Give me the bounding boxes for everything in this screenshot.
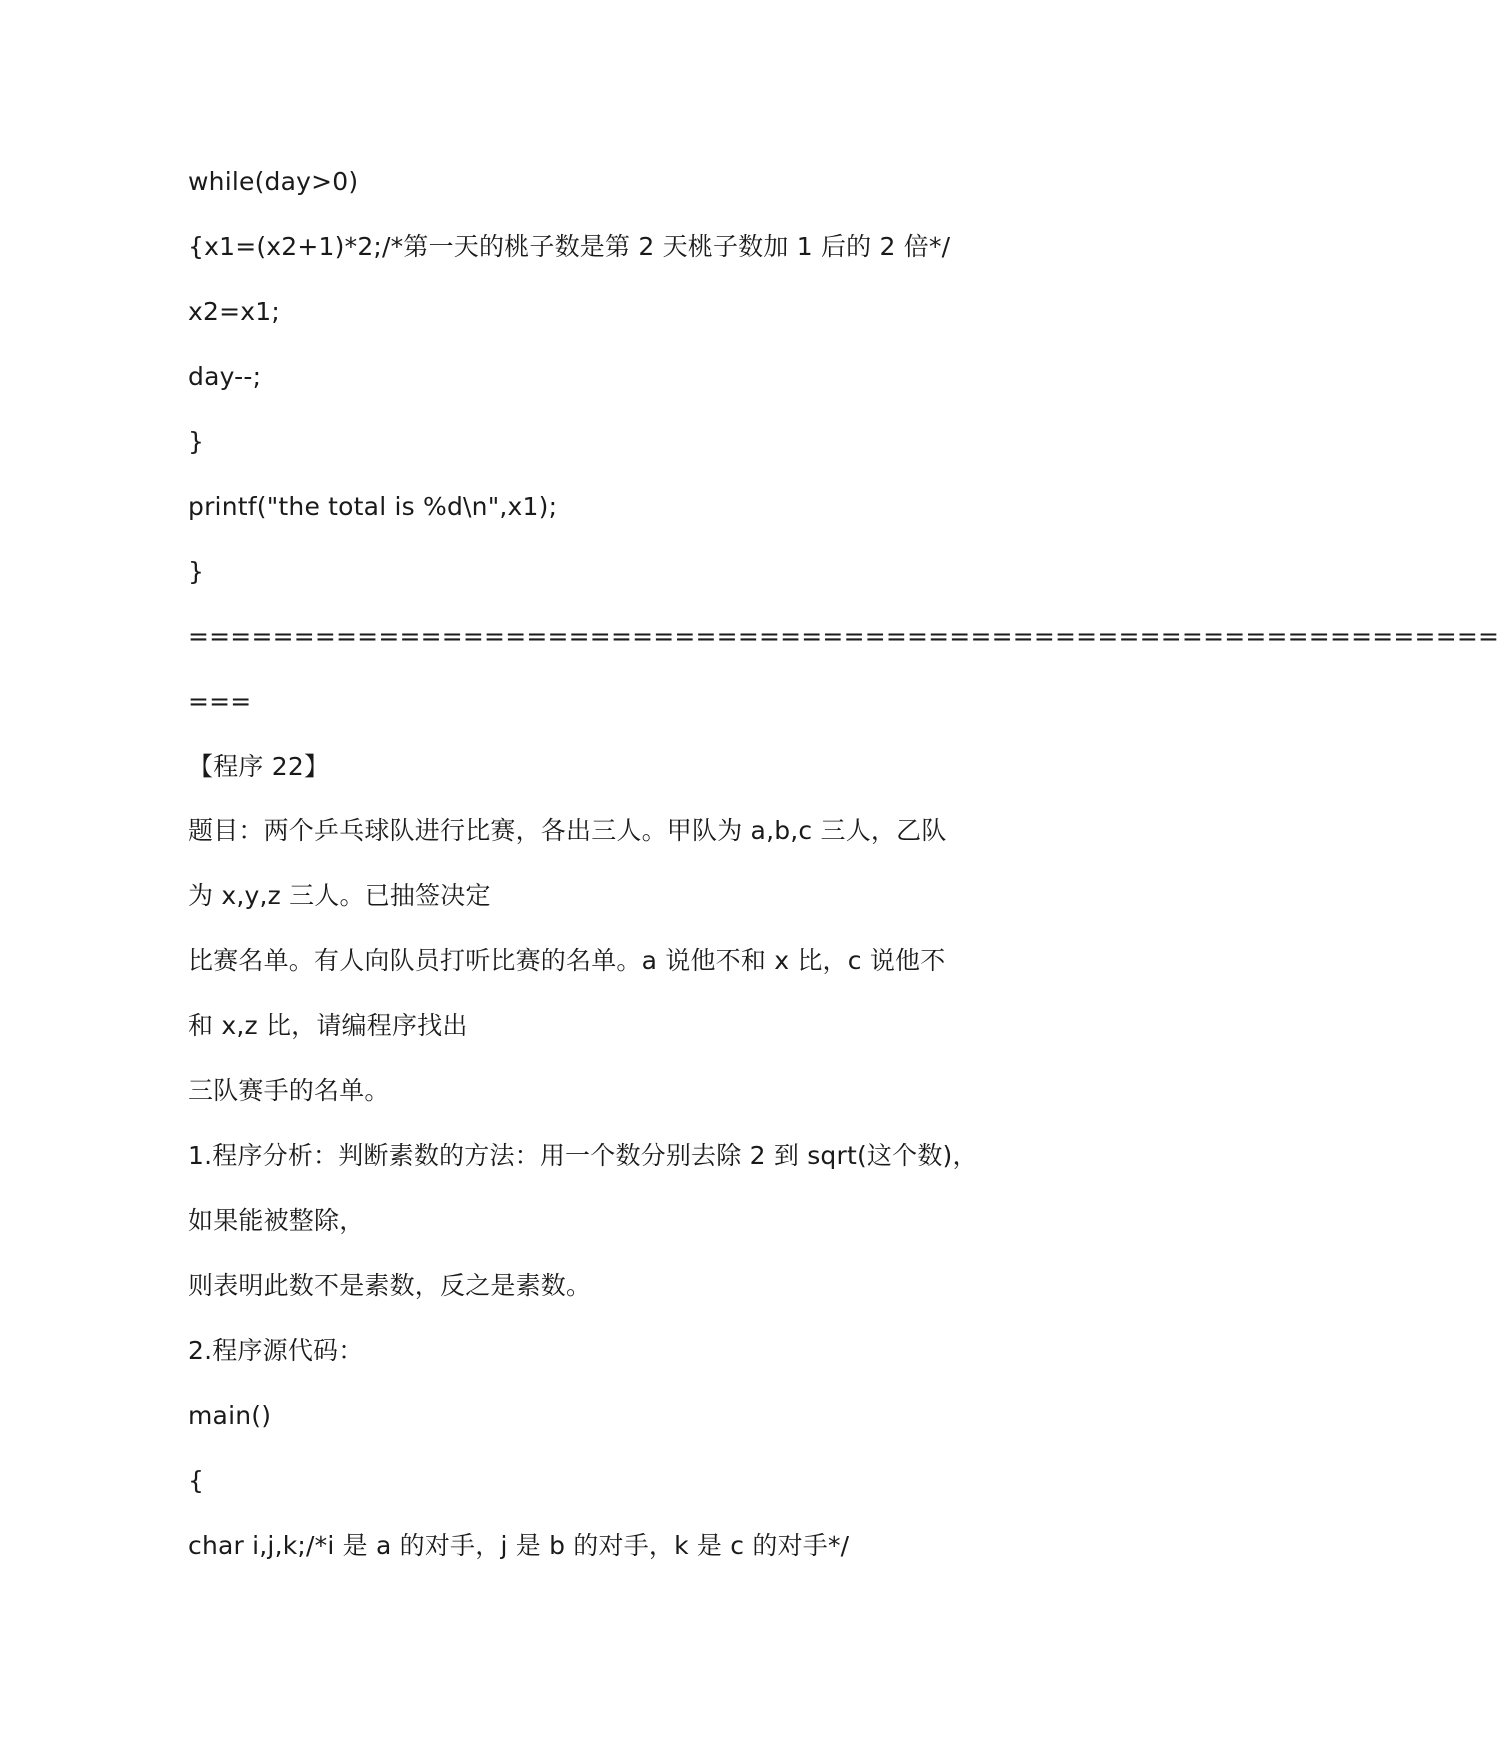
analysis-line-2: 如果能被整除， (188, 1206, 365, 1235)
problem-text-line-3: 比赛名单。有人向队员打听比赛的名单。a 说他不和 x 比，c 说他不 (188, 946, 946, 975)
analysis-line-1: 1.程序分析：判断素数的方法：用一个数分别去除 2 到 sqrt(这个数)， (188, 1141, 978, 1170)
code-line-main: main() (188, 1401, 272, 1430)
problem-text-line-5: 三队赛手的名单。 (188, 1076, 390, 1105)
program-heading: 【程序 22】 (188, 752, 330, 781)
problem-text-line-1: 题目：两个乒乓球队进行比赛，各出三人。甲队为 a,b,c 三人，乙队 (188, 816, 947, 845)
code-line-day-decrement: day--; (188, 362, 262, 391)
code-line-close-brace: } (188, 427, 205, 456)
problem-text-line-4: 和 x,z 比，请编程序找出 (188, 1011, 468, 1040)
code-line-close-brace-2: } (188, 557, 205, 586)
code-line-printf: printf("the total is %d\n",x1); (188, 492, 558, 521)
source-code-heading: 2.程序源代码： (188, 1336, 364, 1365)
code-line-x1-assign: {x1=(x2+1)*2;/*第一天的桃子数是第 2 天桃子数加 1 后的 2 倍*/ (188, 232, 951, 261)
separator-line-tail: === (188, 687, 252, 716)
separator-line: ============================================================== (188, 622, 1499, 651)
code-line-char-decl: char i,j,k;/*i 是 a 的对手，j 是 b 的对手，k 是 c 的对手*/ (188, 1531, 850, 1560)
code-line-x2-assign: x2=x1; (188, 297, 280, 326)
problem-text-line-2: 为 x,y,z 三人。已抽签决定 (188, 881, 491, 910)
code-line-open-brace: { (188, 1466, 205, 1495)
code-line-while: while(day>0) (188, 167, 359, 196)
analysis-line-3: 则表明此数不是素数，反之是素数。 (188, 1271, 592, 1300)
